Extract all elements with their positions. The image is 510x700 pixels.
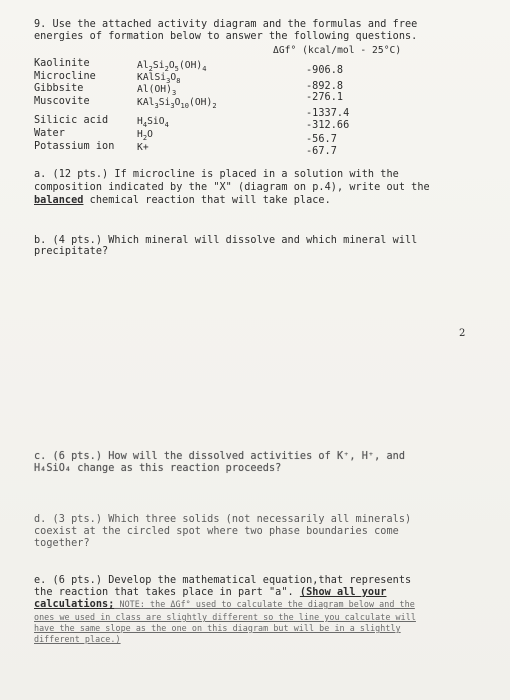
species-name: Kaolinite — [34, 58, 90, 69]
species-formula: $H_2O$ — [137, 129, 153, 142]
part-d-line-3: together? — [34, 538, 90, 549]
species-formula: K+ — [137, 142, 149, 153]
part-e-line-2-text: the reaction that takes place in part "a". — [34, 587, 300, 598]
species-free-energy: -56.7 — [306, 134, 337, 145]
free-energy-column-header: ΔGf° (kcal/mol - 25°C) — [273, 45, 402, 56]
species-name: Silicic acid — [34, 115, 109, 126]
species-free-energy: -67.7 — [306, 146, 337, 157]
part-b-line-1: b. (4 pts.) Which mineral will dissolve and which mineral will — [34, 235, 418, 246]
part-e-note-line-4: ones we used in class are slightly different so the line you calculate will — [34, 612, 416, 622]
balanced-emphasis: balanced — [34, 195, 84, 206]
part-a-line-3 — [34, 195, 331, 207]
part-c-line-1: c. (6 pts.) How will the dissolved activities of K⁺, H⁺, and — [34, 451, 406, 462]
note-text: NOTE: the ΔGf° used to calculate the diagram below and the — [114, 599, 415, 609]
species-name: Potassium ion — [34, 141, 115, 152]
species-name: Microcline — [34, 71, 96, 82]
species-free-energy: -276.1 — [306, 92, 344, 103]
species-free-energy: -892.8 — [306, 81, 344, 92]
part-e-line-2 — [34, 587, 386, 599]
part-e-note-line-5: have the same slope as the one on this diagram but will be in a slightly — [34, 623, 401, 633]
question-intro-line-2: energies of formation below to answer the following questions. — [34, 31, 418, 42]
species-name: Muscovite — [34, 96, 90, 107]
species-name: Gibbsite — [34, 83, 84, 94]
part-c-line-2: H₄SiO₄ change as this reaction proceeds? — [34, 463, 282, 474]
species-formula: $Al_2Si_2O_5(OH)_4$ — [137, 60, 207, 73]
part-b-line-2: precipitate? — [34, 246, 109, 257]
species-formula: $Al(OH)_3$ — [137, 84, 177, 97]
part-e-line-3 — [34, 599, 415, 611]
part-d-line-2: coexist at the circled spot where two phase boundaries come — [34, 526, 399, 537]
part-e-note-line-6: different place.) — [34, 634, 121, 644]
species-free-energy: -1337.4 — [306, 108, 350, 119]
species-name: Water — [34, 128, 65, 139]
page-number: 2 — [459, 328, 466, 339]
species-formula: $H_4SiO_4$ — [137, 116, 169, 129]
species-formula: $KAlSi_3O_8$ — [137, 72, 181, 85]
species-free-energy: -906.8 — [306, 65, 344, 76]
question-intro-line-1: 9. Use the attached activity diagram and the formulas and free — [34, 19, 418, 30]
show-calculations-emphasis: (Show all your — [299, 587, 387, 598]
part-a-line-1: a. (12 pts.) If microcline is placed in a solution with the — [34, 169, 399, 180]
part-d-line-1: d. (3 pts.) Which three solids (not necessarily all minerals) — [34, 514, 412, 525]
calculations-emphasis: calculations; — [34, 599, 115, 610]
part-a-line-2: composition indicated by the "X" (diagram on p.4), write out the — [34, 182, 430, 193]
species-free-energy: -312.66 — [306, 120, 350, 131]
part-e-line-1: e. (6 pts.) Develop the mathematical equation,that represents — [34, 575, 412, 586]
species-formula: $KAl_3Si_3O_{10}(OH)_2$ — [137, 97, 217, 110]
part-a-line-3-text: chemical reaction that will take place. — [83, 195, 331, 206]
